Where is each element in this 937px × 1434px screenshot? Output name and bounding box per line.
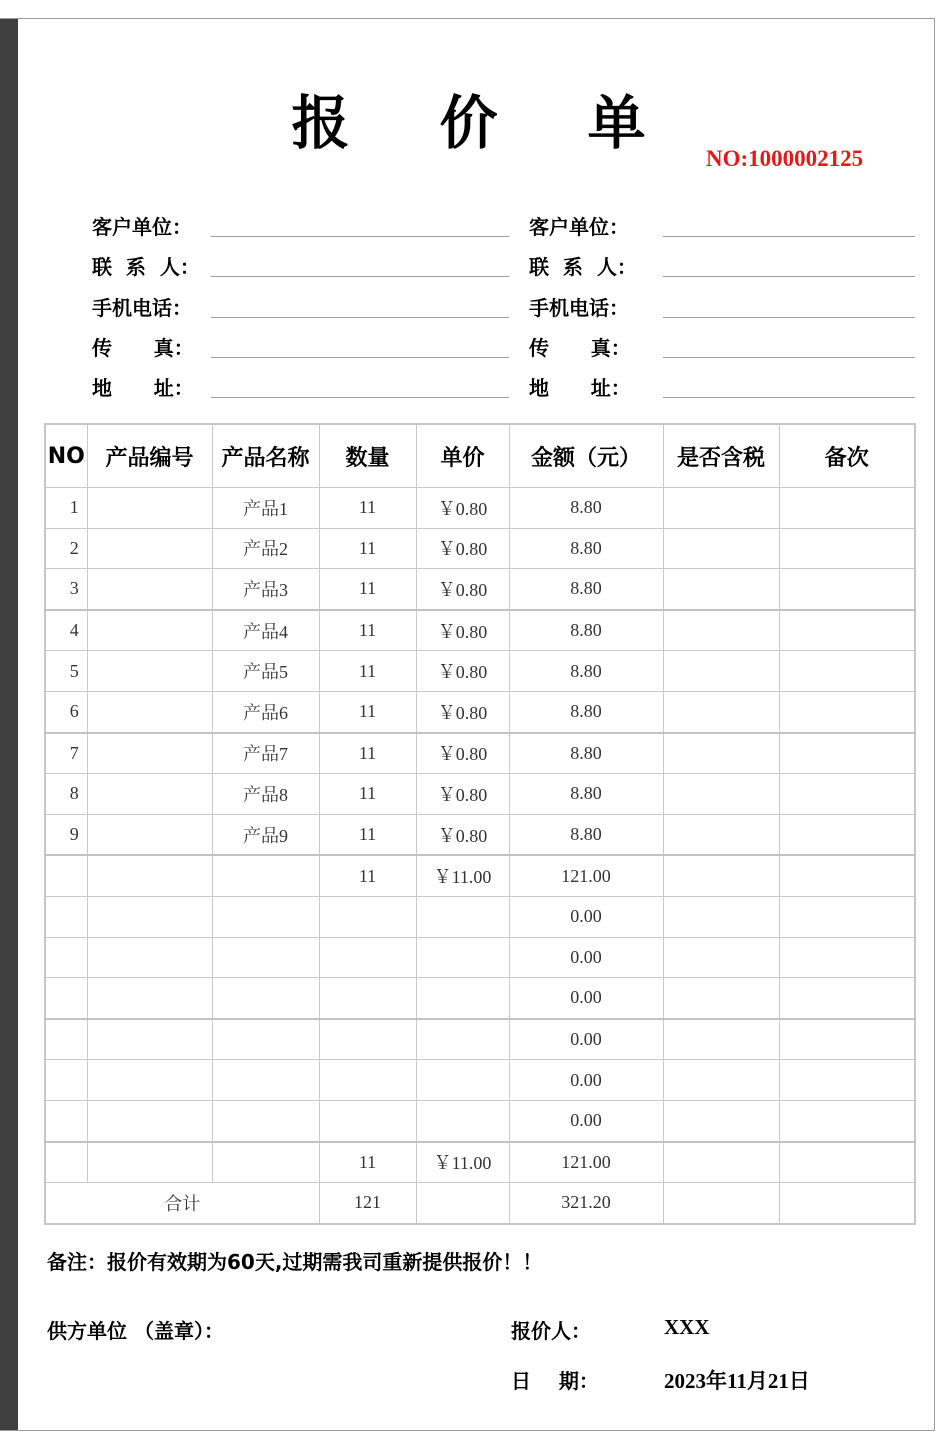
cell-product-code[interactable] bbox=[87, 610, 212, 651]
cell-quantity[interactable] bbox=[319, 1060, 416, 1101]
fax-field[interactable] bbox=[211, 357, 509, 358]
cell-product-name[interactable]: 产品9 bbox=[212, 814, 319, 855]
total-tax-included bbox=[663, 1183, 779, 1224]
cell-product-code[interactable] bbox=[87, 896, 212, 937]
cell-product-name[interactable]: 产品5 bbox=[212, 651, 319, 692]
mobile-field[interactable] bbox=[211, 317, 509, 318]
table-row bbox=[45, 1060, 915, 1101]
address-field[interactable] bbox=[211, 397, 509, 398]
cell-unit-price[interactable]: ￥11.00 bbox=[416, 855, 509, 896]
cell-remark[interactable] bbox=[779, 774, 915, 815]
cell-remark[interactable] bbox=[779, 896, 915, 937]
cell-quantity[interactable]: 11 bbox=[319, 733, 416, 774]
total-amount: 321.20 bbox=[509, 1183, 663, 1224]
validity-note: 备注：报价有效期为60天,过期需我司重新提供报价！！ bbox=[47, 1250, 543, 1274]
cell-tax-included[interactable] bbox=[663, 488, 779, 529]
date-value: 2023年11月21日 bbox=[664, 1369, 810, 1393]
cell-quantity[interactable] bbox=[319, 978, 416, 1019]
quoter-value: XXX bbox=[664, 1315, 710, 1339]
table-row bbox=[45, 733, 915, 774]
cell-quantity[interactable]: 11 bbox=[319, 814, 416, 855]
cell-no[interactable]: 1 bbox=[45, 488, 87, 529]
header-no: NO bbox=[45, 424, 87, 488]
cell-remark[interactable] bbox=[779, 814, 915, 855]
address-field[interactable] bbox=[663, 397, 915, 398]
table-row bbox=[45, 1100, 915, 1141]
title-char: 价 bbox=[439, 89, 498, 157]
cell-quantity[interactable]: 11 bbox=[319, 488, 416, 529]
table-row bbox=[45, 610, 915, 651]
cell-product-code[interactable] bbox=[87, 651, 212, 692]
cell-tax-included[interactable] bbox=[663, 733, 779, 774]
cell-no[interactable] bbox=[45, 978, 87, 1019]
mobile-label: 手机电话： bbox=[529, 296, 629, 320]
fax-label: 传 真： bbox=[92, 336, 194, 360]
table-row bbox=[45, 855, 915, 896]
cell-unit-price[interactable]: ￥0.80 bbox=[416, 569, 509, 610]
cell-tax-included[interactable] bbox=[663, 855, 779, 896]
cell-tax-included[interactable] bbox=[663, 978, 779, 1019]
cell-quantity[interactable] bbox=[319, 1019, 416, 1060]
cell-product-name[interactable]: 产品6 bbox=[212, 691, 319, 732]
cell-no[interactable] bbox=[45, 1142, 87, 1183]
cell-product-code[interactable] bbox=[87, 488, 212, 529]
contact-field[interactable] bbox=[211, 276, 509, 277]
customer-unit-field[interactable] bbox=[663, 236, 915, 237]
cell-amount[interactable]: 8.80 bbox=[509, 569, 663, 610]
table-body bbox=[45, 488, 915, 1224]
cell-product-name[interactable] bbox=[212, 1060, 319, 1101]
cell-amount[interactable]: 8.80 bbox=[509, 528, 663, 569]
cell-tax-included[interactable] bbox=[663, 569, 779, 610]
quoter-label: 报价人： bbox=[511, 1319, 591, 1343]
total-label: 合计 bbox=[45, 1183, 319, 1224]
cell-remark[interactable] bbox=[779, 937, 915, 978]
cell-amount[interactable]: 0.00 bbox=[509, 1060, 663, 1101]
cell-unit-price[interactable] bbox=[416, 937, 509, 978]
cell-remark[interactable] bbox=[779, 1019, 915, 1060]
table-row bbox=[45, 651, 915, 692]
cell-amount[interactable]: 0.00 bbox=[509, 937, 663, 978]
cell-product-name[interactable] bbox=[212, 855, 319, 896]
cell-tax-included[interactable] bbox=[663, 1100, 779, 1141]
cell-remark[interactable] bbox=[779, 1100, 915, 1141]
header-product-code: 产品编号 bbox=[87, 424, 212, 488]
cell-remark[interactable] bbox=[779, 528, 915, 569]
cell-product-name[interactable] bbox=[212, 937, 319, 978]
cell-amount[interactable]: 8.80 bbox=[509, 651, 663, 692]
customer-unit-field[interactable] bbox=[211, 236, 509, 237]
cell-tax-included[interactable] bbox=[663, 774, 779, 815]
cell-product-code[interactable] bbox=[87, 528, 212, 569]
fax-field[interactable] bbox=[663, 357, 915, 358]
customer-unit-label: 客户单位： bbox=[92, 215, 192, 239]
cell-product-name[interactable] bbox=[212, 1100, 319, 1141]
header-tax-included: 是否含税 bbox=[663, 424, 779, 488]
cell-remark[interactable] bbox=[779, 855, 915, 896]
cell-no[interactable] bbox=[45, 1100, 87, 1141]
cell-product-code[interactable] bbox=[87, 978, 212, 1019]
table-row bbox=[45, 1142, 915, 1183]
cell-remark[interactable] bbox=[779, 569, 915, 610]
cell-remark[interactable] bbox=[779, 691, 915, 732]
cell-product-code[interactable] bbox=[87, 733, 212, 774]
cell-unit-price[interactable]: ￥0.80 bbox=[416, 814, 509, 855]
cell-remark[interactable] bbox=[779, 733, 915, 774]
total-remark bbox=[779, 1183, 915, 1224]
cell-tax-included[interactable] bbox=[663, 937, 779, 978]
cell-product-code[interactable] bbox=[87, 1060, 212, 1101]
cell-remark[interactable] bbox=[779, 1060, 915, 1101]
cell-remark[interactable] bbox=[779, 610, 915, 651]
cell-product-name[interactable]: 产品2 bbox=[212, 528, 319, 569]
cell-remark[interactable] bbox=[779, 651, 915, 692]
cell-quantity[interactable]: 11 bbox=[319, 855, 416, 896]
title-char: 报 bbox=[291, 89, 350, 157]
cell-quantity[interactable] bbox=[319, 896, 416, 937]
cell-quantity[interactable]: 11 bbox=[319, 774, 416, 815]
cell-quantity[interactable]: 11 bbox=[319, 528, 416, 569]
cell-amount[interactable]: 8.80 bbox=[509, 774, 663, 815]
table-row bbox=[45, 691, 915, 732]
cell-no[interactable]: 4 bbox=[45, 610, 87, 651]
address-label: 地 址： bbox=[529, 376, 631, 400]
cell-unit-price[interactable]: ￥11.00 bbox=[416, 1142, 509, 1183]
cell-product-name[interactable]: 产品8 bbox=[212, 774, 319, 815]
table-row bbox=[45, 937, 915, 978]
cell-product-name[interactable] bbox=[212, 1019, 319, 1060]
cell-amount[interactable]: 8.80 bbox=[509, 488, 663, 529]
cell-tax-included[interactable] bbox=[663, 1019, 779, 1060]
cell-product-code[interactable] bbox=[87, 1100, 212, 1141]
total-unit-price bbox=[416, 1183, 509, 1224]
cell-no[interactable]: 7 bbox=[45, 733, 87, 774]
cell-quantity[interactable]: 11 bbox=[319, 651, 416, 692]
cell-product-name[interactable]: 产品7 bbox=[212, 733, 319, 774]
header-unit-price: 单价 bbox=[416, 424, 509, 488]
header-amount: 金额（元） bbox=[509, 424, 663, 488]
cell-amount[interactable]: 0.00 bbox=[509, 896, 663, 937]
contact-field[interactable] bbox=[663, 276, 915, 277]
title-char: 单 bbox=[587, 89, 646, 157]
cell-no[interactable] bbox=[45, 896, 87, 937]
cell-unit-price[interactable]: ￥0.80 bbox=[416, 528, 509, 569]
cell-tax-included[interactable] bbox=[663, 691, 779, 732]
cell-product-code[interactable] bbox=[87, 774, 212, 815]
cell-product-name[interactable]: 产品3 bbox=[212, 569, 319, 610]
cell-quantity[interactable]: 11 bbox=[319, 1142, 416, 1183]
mobile-label: 手机电话： bbox=[92, 296, 192, 320]
cell-no[interactable]: 9 bbox=[45, 814, 87, 855]
cell-amount[interactable]: 121.00 bbox=[509, 1142, 663, 1183]
cell-tax-included[interactable] bbox=[663, 1060, 779, 1101]
cell-no[interactable] bbox=[45, 1019, 87, 1060]
table-header-row bbox=[45, 424, 915, 488]
mobile-field[interactable] bbox=[663, 317, 915, 318]
quote-table bbox=[44, 423, 916, 1225]
cell-quantity[interactable]: 11 bbox=[319, 569, 416, 610]
cell-tax-included[interactable] bbox=[663, 651, 779, 692]
cell-no[interactable]: 3 bbox=[45, 569, 87, 610]
cell-no[interactable]: 2 bbox=[45, 528, 87, 569]
date-label: 日 期： bbox=[511, 1369, 599, 1393]
cell-remark[interactable] bbox=[779, 978, 915, 1019]
total-quantity: 121 bbox=[319, 1183, 416, 1224]
cell-quantity[interactable] bbox=[319, 937, 416, 978]
cell-product-name[interactable] bbox=[212, 978, 319, 1019]
cell-quantity[interactable]: 11 bbox=[319, 610, 416, 651]
cell-no[interactable] bbox=[45, 1060, 87, 1101]
cell-remark[interactable] bbox=[779, 488, 915, 529]
table-row bbox=[45, 488, 915, 529]
cell-unit-price[interactable] bbox=[416, 1100, 509, 1141]
header-product-name: 产品名称 bbox=[212, 424, 319, 488]
cell-unit-price[interactable] bbox=[416, 978, 509, 1019]
cell-product-code[interactable] bbox=[87, 691, 212, 732]
contact-label: 联 系 人： bbox=[529, 255, 637, 279]
cell-unit-price[interactable]: ￥0.80 bbox=[416, 774, 509, 815]
total-row bbox=[45, 1183, 915, 1224]
header-remark: 备次 bbox=[779, 424, 915, 488]
cell-unit-price[interactable]: ￥0.80 bbox=[416, 610, 509, 651]
cell-amount[interactable]: 8.80 bbox=[509, 610, 663, 651]
cell-product-code[interactable] bbox=[87, 1142, 212, 1183]
fax-label: 传 真： bbox=[529, 336, 631, 360]
document-number: NO:1000002125 bbox=[706, 146, 864, 171]
cell-product-code[interactable] bbox=[87, 937, 212, 978]
cell-amount[interactable]: 121.00 bbox=[509, 855, 663, 896]
table-row bbox=[45, 814, 915, 855]
cell-product-code[interactable] bbox=[87, 814, 212, 855]
cell-amount[interactable]: 0.00 bbox=[509, 1019, 663, 1060]
cell-product-name[interactable]: 产品1 bbox=[212, 488, 319, 529]
cell-no[interactable]: 6 bbox=[45, 691, 87, 732]
cell-unit-price[interactable] bbox=[416, 1019, 509, 1060]
customer-unit-label: 客户单位： bbox=[529, 215, 629, 239]
cell-quantity[interactable]: 11 bbox=[319, 691, 416, 732]
address-label: 地 址： bbox=[92, 376, 194, 400]
cell-remark[interactable] bbox=[779, 1142, 915, 1183]
cell-tax-included[interactable] bbox=[663, 528, 779, 569]
cell-product-code[interactable] bbox=[87, 855, 212, 896]
cell-unit-price[interactable]: ￥0.80 bbox=[416, 691, 509, 732]
cell-no[interactable] bbox=[45, 937, 87, 978]
cell-tax-included[interactable] bbox=[663, 610, 779, 651]
cell-tax-included[interactable] bbox=[663, 814, 779, 855]
cell-no[interactable]: 8 bbox=[45, 774, 87, 815]
table-row bbox=[45, 896, 915, 937]
cell-product-code[interactable] bbox=[87, 1019, 212, 1060]
supplier-stamp-label: 供方单位 （盖章）： bbox=[47, 1319, 224, 1343]
cell-product-code[interactable] bbox=[87, 569, 212, 610]
table-row bbox=[45, 1019, 915, 1060]
cell-no[interactable]: 5 bbox=[45, 651, 87, 692]
cell-unit-price[interactable] bbox=[416, 1060, 509, 1101]
cell-unit-price[interactable] bbox=[416, 896, 509, 937]
cell-unit-price[interactable]: ￥0.80 bbox=[416, 733, 509, 774]
table-row bbox=[45, 569, 915, 610]
table-row bbox=[45, 528, 915, 569]
cell-amount[interactable]: 8.80 bbox=[509, 733, 663, 774]
header-quantity: 数量 bbox=[319, 424, 416, 488]
cell-quantity[interactable] bbox=[319, 1100, 416, 1141]
cell-product-name[interactable] bbox=[212, 1142, 319, 1183]
cell-no[interactable] bbox=[45, 855, 87, 896]
cell-amount[interactable]: 8.80 bbox=[509, 691, 663, 732]
cell-product-name[interactable]: 产品4 bbox=[212, 610, 319, 651]
contact-label: 联 系 人： bbox=[92, 255, 200, 279]
cell-amount[interactable]: 8.80 bbox=[509, 814, 663, 855]
cell-product-name[interactable] bbox=[212, 896, 319, 937]
table-row bbox=[45, 978, 915, 1019]
cell-unit-price[interactable]: ￥0.80 bbox=[416, 488, 509, 529]
cell-amount[interactable]: 0.00 bbox=[509, 1100, 663, 1141]
cell-tax-included[interactable] bbox=[663, 1142, 779, 1183]
cell-tax-included[interactable] bbox=[663, 896, 779, 937]
table-row bbox=[45, 774, 915, 815]
cell-amount[interactable]: 0.00 bbox=[509, 978, 663, 1019]
cell-unit-price[interactable]: ￥0.80 bbox=[416, 651, 509, 692]
